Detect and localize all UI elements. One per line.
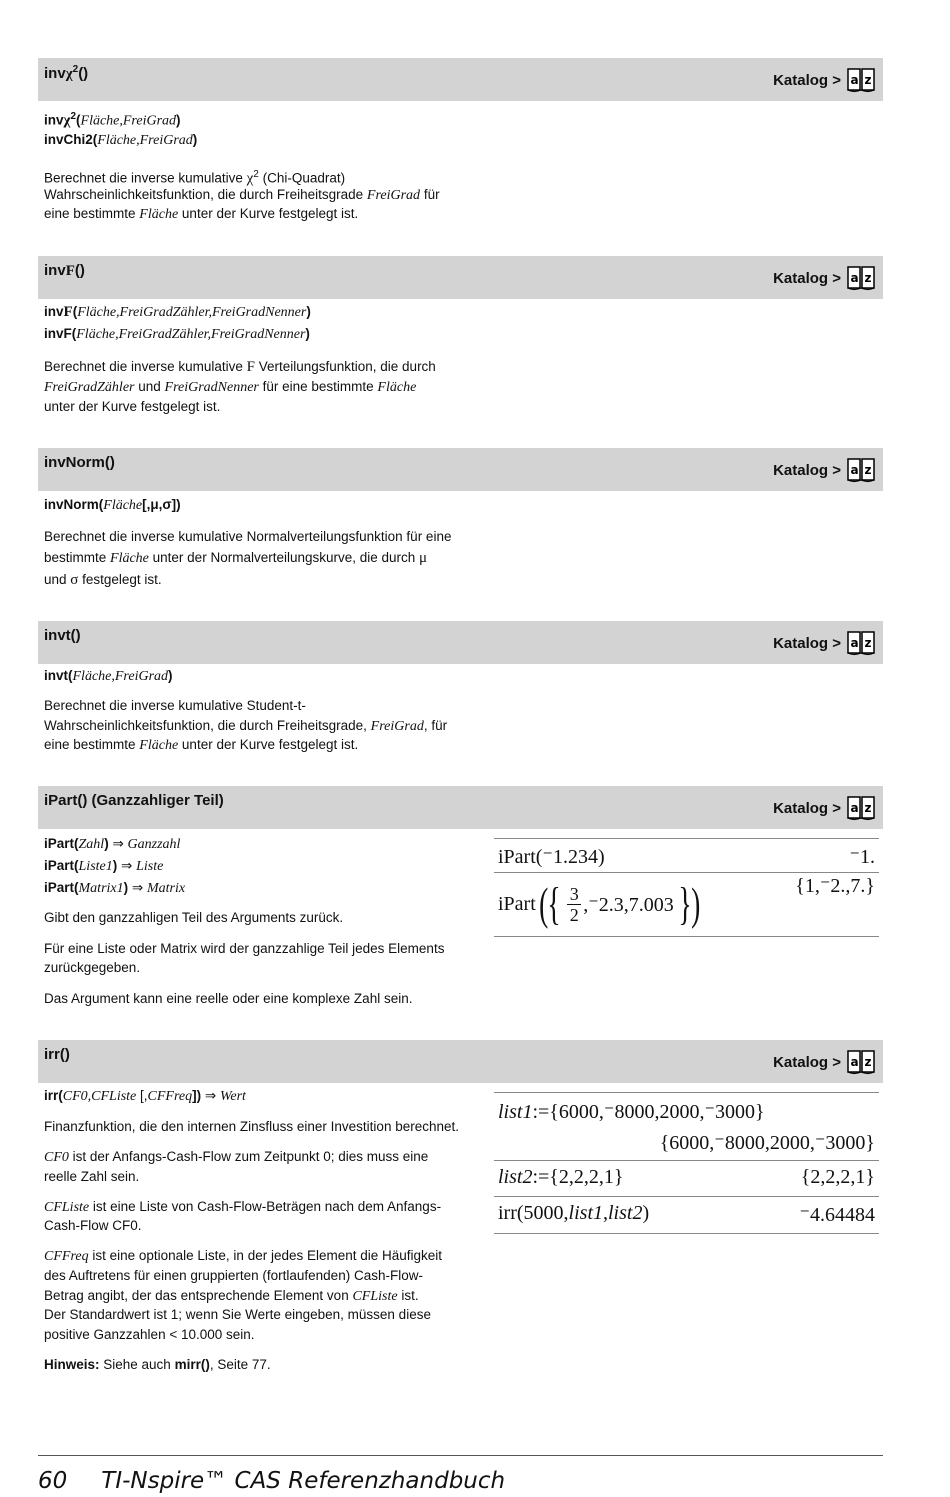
description-line: Berechnet die inverse kumulative Normalverteilungsfunktion für eine xyxy=(44,529,452,544)
svg-text:a: a xyxy=(850,636,859,650)
description-line: zurückgegeben. xyxy=(44,960,141,975)
description-line: Für eine Liste oder Matrix wird der ganzzahlige Teil jedes Elements xyxy=(44,941,445,956)
description-line: Wahrscheinlichkeitsfunktion, die durch Freiheitsgrade, FreiGrad, für xyxy=(44,718,448,734)
page-footer xyxy=(38,1468,505,1494)
syntax-line: invF(Fläche,FreiGradZähler,FreiGradNenner) xyxy=(44,304,311,320)
svg-text:a: a xyxy=(850,1055,859,1069)
description-line: Finanzfunktion, die den internen Zinsfluss einer Investition berechnet. xyxy=(44,1119,459,1134)
catalog-book-icon xyxy=(847,630,875,656)
section-header-invf xyxy=(38,256,883,299)
calc-row: irr(5000,list1,list2) ⁻4.64484 xyxy=(494,1197,879,1234)
catalog-book-icon xyxy=(847,1049,875,1075)
catalog-book-icon xyxy=(847,265,875,291)
description-line: und σ festgelegt ist. xyxy=(44,572,162,588)
description-line: Der Standardwert ist 1; wenn Sie Werte eingeben, müssen diese xyxy=(44,1307,431,1322)
section-header-invt xyxy=(38,621,883,664)
description-line: unter der Kurve festgelegt ist. xyxy=(44,399,221,414)
section-title: iPart() (Ganzzahliger Teil) xyxy=(44,792,224,809)
catalog-book-icon xyxy=(847,457,875,483)
calc-row: iPart ( { 3 2 ,⁻2.3,7.003 } ) {1,⁻2.,7.} xyxy=(494,873,879,937)
svg-text:a: a xyxy=(850,271,859,285)
section-title: irr() xyxy=(44,1046,70,1063)
description-line: bestimmte Fläche unter der Normalverteilungskurve, die durch μ xyxy=(44,550,428,566)
katalog-link[interactable]: Katalog > a z xyxy=(773,630,875,656)
description-line: Wahrscheinlichkeitsfunktion, die durch Freiheitsgrade FreiGrad für xyxy=(44,187,440,203)
syntax-line: iPart(Matrix1) ⇒ Matrix xyxy=(44,880,186,896)
syntax-line: invχ$^2$(Fläche,FreiGrad) xyxy=(44,111,181,129)
svg-text:a: a xyxy=(850,463,859,477)
description-line: eine bestimmte Fläche unter der Kurve festgelegt ist. xyxy=(44,737,359,753)
note-line: Hinweis: Siehe auch mirr(), Seite 77. xyxy=(44,1357,271,1372)
book-title: TI-Nspire™ CAS Referenzhandbuch xyxy=(101,1468,506,1494)
katalog-link[interactable]: Katalog > a z xyxy=(773,457,875,483)
calc-row: list1:={6000,⁻8000,2000,⁻3000} {6000,⁻8000,2000,⁻3000} xyxy=(494,1093,879,1161)
description-line: Berechnet die inverse kumulative Student-t- xyxy=(44,698,306,713)
svg-text:z: z xyxy=(864,271,872,285)
description-line: des Auftretens für einen gruppierten (fortlaufenden) Cash-Flow- xyxy=(44,1268,423,1283)
section-header-invnorm xyxy=(38,448,883,491)
section-title: invNorm() xyxy=(44,454,115,471)
section-title: invt() xyxy=(44,627,81,644)
syntax-line: invNorm(Fläche[,μ,σ]) xyxy=(44,497,181,513)
syntax-line: invt(Fläche,FreiGrad) xyxy=(44,668,173,684)
description-line: positive Ganzzahlen < 10.000 sein. xyxy=(44,1327,255,1342)
svg-text:z: z xyxy=(864,636,872,650)
calc-row: list2:={2,2,2,1} {2,2,2,1} xyxy=(494,1161,879,1197)
calculator-example-irr xyxy=(494,1092,879,1235)
description-line: Das Argument kann eine reelle oder eine komplexe Zahl sein. xyxy=(44,991,413,1006)
description-line: Gibt den ganzzahligen Teil des Arguments zurück. xyxy=(44,910,344,925)
footer-rule xyxy=(38,1455,883,1456)
section-title: invχ$^2$() xyxy=(44,64,89,82)
section-title: invF() xyxy=(44,262,85,279)
svg-text:z: z xyxy=(864,1055,872,1069)
section-header-irr xyxy=(38,1040,883,1083)
catalog-book-icon xyxy=(847,795,875,821)
description-line: CFListe ist eine Liste von Cash-Flow-Beträgen nach dem Anfangs- xyxy=(44,1199,442,1215)
syntax-line: irr(CF0,CFListe [,CFFreq]) ⇒ Wert xyxy=(44,1088,246,1104)
description-line: Betrag angibt, der das entsprechende Element von CFListe ist. xyxy=(44,1288,419,1304)
svg-text:a: a xyxy=(850,73,859,87)
description-line: Cash-Flow CF0. xyxy=(44,1218,142,1233)
page-number: 60 xyxy=(38,1468,68,1494)
syntax-line: invF(Fläche,FreiGradZähler,FreiGradNenner) xyxy=(44,326,310,342)
katalog-link[interactable]: Katalog > a z xyxy=(773,67,875,93)
description-line: eine bestimmte Fläche unter der Kurve festgelegt ist. xyxy=(44,206,359,222)
katalog-link[interactable]: Katalog > a z xyxy=(773,265,875,291)
syntax-line: iPart(Liste1) ⇒ Liste xyxy=(44,858,164,874)
calc-row: iPart(⁻1.234) ⁻1. xyxy=(494,839,879,873)
syntax-line: invChi2(Fläche,FreiGrad) xyxy=(44,132,198,148)
description-line: reelle Zahl sein. xyxy=(44,1169,140,1184)
section-header-ipart xyxy=(38,786,883,829)
katalog-link[interactable]: Katalog > a z xyxy=(773,795,875,821)
section-header-invchi2 xyxy=(38,58,883,101)
svg-text:z: z xyxy=(864,463,872,477)
calculator-example-ipart xyxy=(494,838,879,939)
svg-text:z: z xyxy=(864,801,872,815)
description-line: CFFreq ist eine optionale Liste, in der jedes Element die Häufigkeit xyxy=(44,1248,443,1264)
catalog-book-icon xyxy=(847,67,875,93)
katalog-link[interactable]: Katalog > a z xyxy=(773,1049,875,1075)
description-line: Berechnet die inverse kumulative F Verteilungsfunktion, die durch xyxy=(44,359,436,375)
svg-text:z: z xyxy=(864,73,872,87)
svg-text:a: a xyxy=(850,801,859,815)
description-line: CF0 ist der Anfangs-Cash-Flow zum Zeitpunkt 0; dies muss eine xyxy=(44,1149,429,1165)
description-line: FreiGradZähler und FreiGradNenner für eine bestimmte Fläche xyxy=(44,379,417,395)
syntax-line: iPart(Zahl) ⇒ Ganzzahl xyxy=(44,836,181,852)
description-line: Berechnet die inverse kumulative $\chi^2$ (Chi-Quadrat) xyxy=(44,169,346,187)
